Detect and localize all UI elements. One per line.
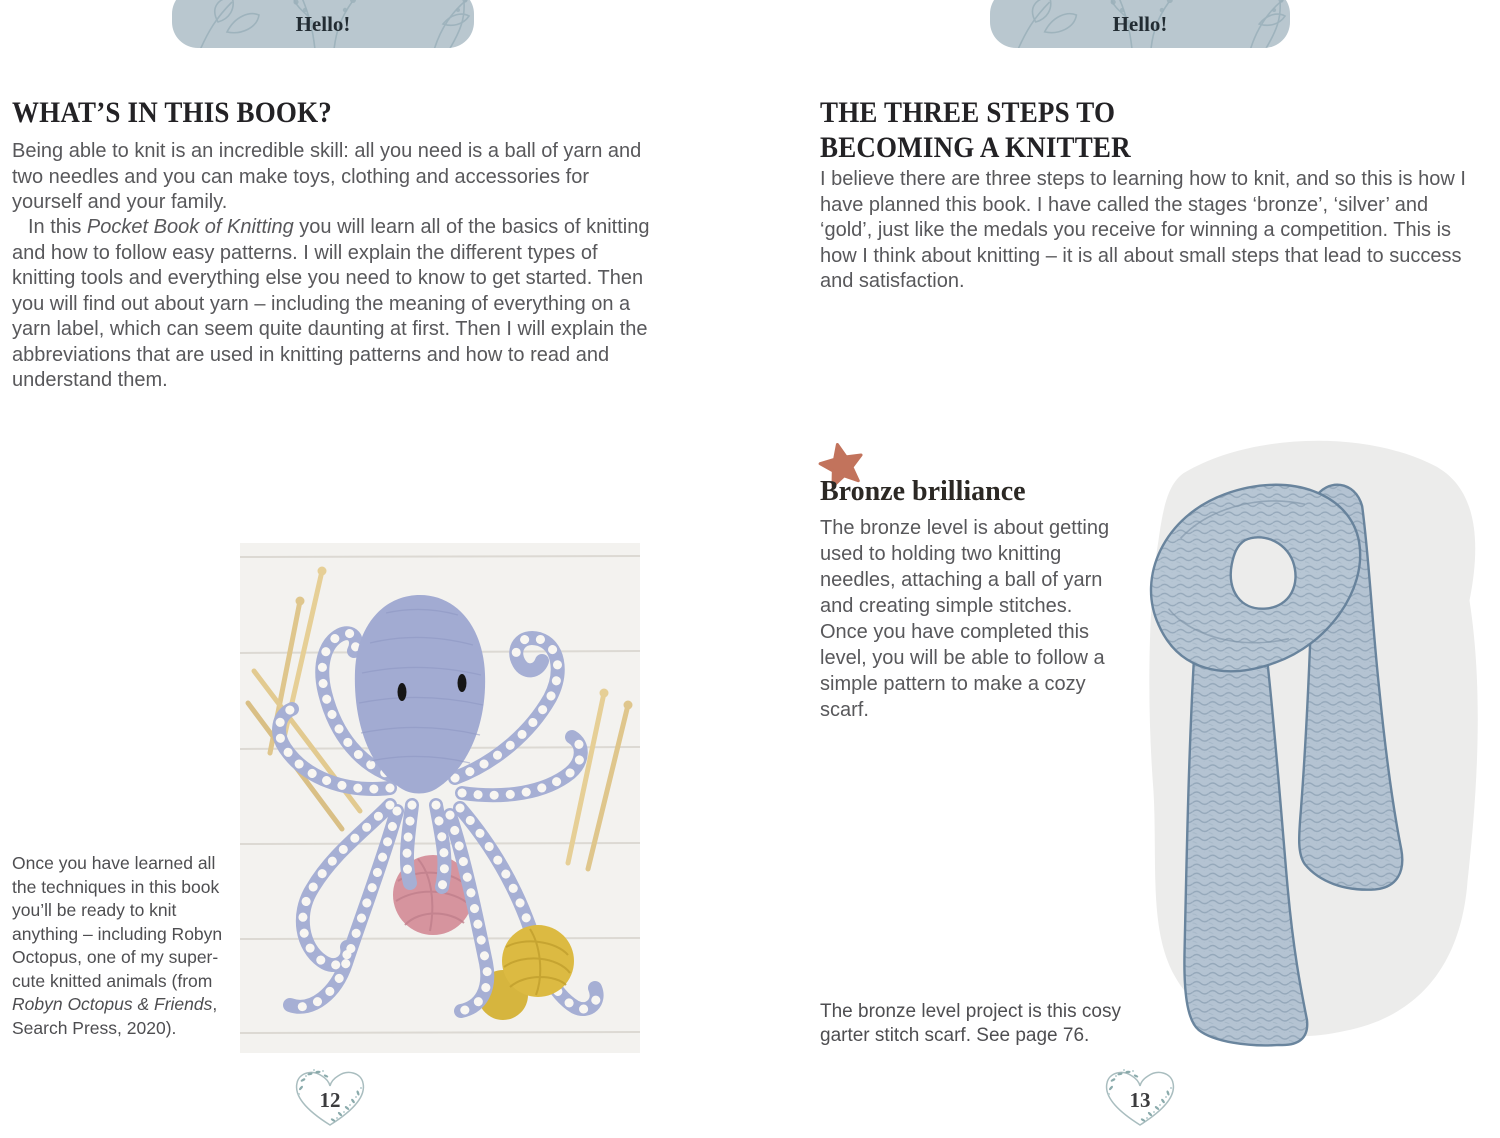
intro-paragraph: Being able to knit is an incredible skill: all you need is a ball of yarn and two needles and you can make toys, clothing and accessories for yourself and your family. xyxy=(12,140,642,213)
scarf-illustration-art xyxy=(1128,428,1500,1055)
octopus-caption-pre: Once you have learned all the techniques in this book you’ll be ready to knit anything – including Robyn Octopus, one of my super-cute knitted animals (from xyxy=(12,853,223,991)
overview-paragraph xyxy=(12,215,652,394)
intro-paragraph: I believe there are three steps to learning how to knit, and so this is how I have planned this book. I have called the stages ‘bronze’, ‘silver’ and ‘gold’, just like the medals you receive for winning a competition. This is how I think about knitting – it is all about small steps that lead to success and satisfaction. xyxy=(820,168,1466,292)
section-heading: Bronze brilliance xyxy=(820,476,1026,507)
hello-tab-label: Hello! xyxy=(1112,12,1168,36)
page-number: 13 xyxy=(1129,1088,1151,1112)
book-title-italic: Pocket Book of Knitting xyxy=(86,216,294,238)
page-right xyxy=(750,0,1500,1138)
hello-tab xyxy=(990,0,1290,48)
scarf-illustration xyxy=(1128,428,1500,1055)
page-title: WHAT’S IN THIS BOOK? xyxy=(12,96,332,129)
hello-tab xyxy=(172,0,474,48)
page-number: 12 xyxy=(319,1088,341,1112)
octopus-eye-right xyxy=(458,674,467,692)
page-number-heart xyxy=(287,1064,373,1134)
bronze-section-paragraph: The bronze level is about getting used to holding two knitting needles, attaching a ball of yarn and creating simple stitches. Once you have completed this level, you will be able to follow a simple pattern to make a cozy scarf. xyxy=(820,517,1110,721)
hello-tab-label: Hello! xyxy=(295,12,351,36)
page-number-heart xyxy=(1097,1064,1183,1134)
octopus-caption-italic: Robyn Octopus & Friends xyxy=(12,994,213,1014)
page-title-line1: THE THREE STEPS TO xyxy=(820,96,1116,129)
octopus-photo-art xyxy=(240,543,640,1053)
page-title xyxy=(820,95,1131,165)
page-title-line2: BECOMING A KNITTER xyxy=(820,131,1131,164)
scarf-caption: The bronze level project is this cosy garter stitch scarf. See page 76. xyxy=(820,1001,1121,1046)
overview-paragraph-pre: In this xyxy=(28,216,87,238)
octopus-caption xyxy=(12,852,228,1040)
overview-paragraph-post: you will learn all of the basics of knitting and how to follow easy patterns. I will explain the different types of knitting tools and everything else you need to know to get started. Then you will find out about yarn – including the meaning of everything on a yarn label, which can seem quite daunting at first. Then I will explain the abbreviations that are used in knitting patterns and how to read and understand them. xyxy=(12,216,650,391)
octopus-caption-post: , Search Press, 2020). xyxy=(12,994,218,1038)
octopus-photo xyxy=(240,543,640,1053)
octopus-eye-left xyxy=(398,683,407,701)
